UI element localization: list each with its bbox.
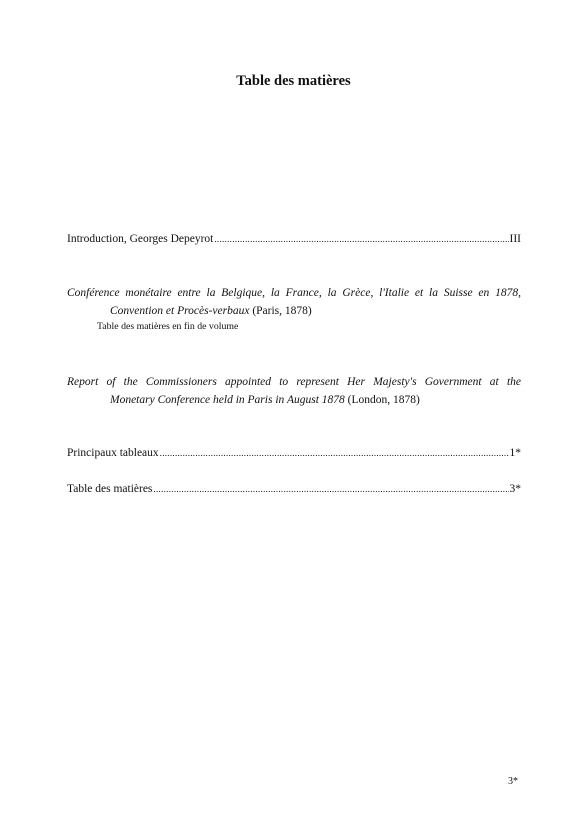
toc-entry-principaux-tableaux[interactable] (67, 446, 521, 460)
dot-leader (160, 446, 509, 460)
toc-entry-report[interactable] (67, 373, 521, 409)
toc-entry-label: Principaux tableaux (67, 447, 159, 459)
toc-entry-introduction[interactable] (67, 232, 521, 246)
page-title: Table des matières (236, 73, 351, 89)
conference-title-line1: Conférence monétaire entre la Belgique, la France, la Grèce, l'Italie et la Suisse en 1878, (67, 287, 521, 299)
conference-subnote: Table des matières en fin de volume (97, 321, 239, 332)
conference-title-line2 (67, 302, 521, 320)
report-title-italic: Monetary Conference held in Paris in August 1878 (110, 394, 345, 406)
conference-title-italic: Convention et Procès-verbaux (110, 305, 250, 317)
dot-leader (153, 482, 508, 496)
page-number: 3* (508, 776, 518, 787)
report-title-line2 (67, 391, 521, 409)
dot-leader (214, 232, 508, 246)
report-source: (London, 1878) (344, 394, 420, 406)
toc-entry-label: Introduction, Georges Depeyrot (67, 233, 214, 245)
toc-entry-conference[interactable] (67, 284, 521, 320)
report-title-line1: Report of the Commissioners appointed to represent Her Majesty's Government at the (67, 376, 521, 388)
toc-entry-page: 1* (509, 447, 521, 459)
toc-entry-table-des-matieres[interactable] (67, 482, 521, 496)
toc-entry-label: Table des matières (67, 483, 153, 495)
conference-source: (Paris, 1878) (249, 305, 312, 317)
toc-entry-page: III (509, 233, 521, 245)
toc-entry-page: 3* (509, 483, 521, 495)
